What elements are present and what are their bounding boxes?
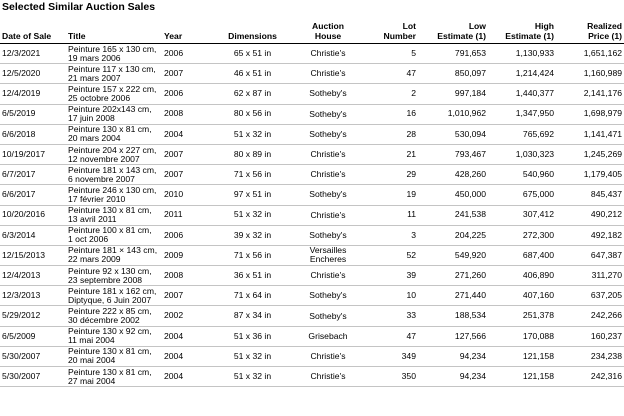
cell-low-estimate: 428,260 [418, 165, 488, 185]
cell-year: 2011 [162, 205, 210, 225]
cell-title [66, 205, 162, 225]
header-auction-house [295, 11, 361, 44]
cell-realized-price: 1,141,471 [556, 124, 624, 144]
title-line-1: Peinture 130 x 81 cm, [68, 366, 152, 377]
cell-dimensions: 51 x 32 in [210, 367, 295, 387]
cell-auction-house [295, 84, 361, 104]
cell-low-estimate: 204,225 [418, 225, 488, 245]
auction-house-line-1: Sotheby's [309, 229, 347, 240]
cell-year: 2002 [162, 306, 210, 326]
cell-dimensions: 97 x 51 in [210, 185, 295, 205]
cell-date: 5/29/2012 [0, 306, 66, 326]
cell-high-estimate: 1,214,424 [488, 64, 556, 84]
cell-high-estimate: 407,160 [488, 286, 556, 306]
table-row [0, 367, 624, 387]
cell-auction-house [295, 326, 361, 346]
title-line-1: Peinture 92 x 130 cm, [68, 265, 152, 276]
auction-house-line-1: Christie's [310, 149, 346, 160]
cell-dimensions: 51 x 32 in [210, 205, 295, 225]
cell-high-estimate: 687,400 [488, 245, 556, 265]
cell-high-estimate: 765,692 [488, 124, 556, 144]
cell-realized-price: 242,266 [556, 306, 624, 326]
cell-realized-price: 160,237 [556, 326, 624, 346]
header-lot-number [361, 11, 418, 44]
cell-realized-price: 1,651,162 [556, 44, 624, 64]
cell-auction-house [295, 185, 361, 205]
header-lot-line1: Lot [402, 21, 416, 32]
cell-low-estimate: 850,097 [418, 64, 488, 84]
auction-house-line-1: Sotheby's [309, 189, 347, 200]
auction-house-line-1: Christie's [310, 169, 346, 180]
auction-house-line-1: Versailles [309, 245, 347, 256]
cell-lot-number: 47 [361, 64, 418, 84]
cell-realized-price: 242,316 [556, 367, 624, 387]
cell-low-estimate: 549,920 [418, 245, 488, 265]
header-lot-line2: Number [383, 30, 416, 41]
title-line-2: 11 mai 2004 [68, 335, 115, 346]
cell-low-estimate: 1,010,962 [418, 104, 488, 124]
cell-lot-number: 5 [361, 44, 418, 64]
cell-lot-number: 33 [361, 306, 418, 326]
cell-dimensions: 36 x 51 in [210, 266, 295, 286]
cell-date: 12/3/2013 [0, 286, 66, 306]
auction-house-line-2: Encheres [309, 254, 347, 265]
cell-date: 10/20/2016 [0, 205, 66, 225]
cell-year: 2009 [162, 245, 210, 265]
cell-date: 12/15/2013 [0, 245, 66, 265]
cell-year: 2007 [162, 144, 210, 164]
title-line-1: Peinture 157 x 222 cm, [68, 83, 157, 94]
cell-lot-number: 2 [361, 84, 418, 104]
auction-house-line-1: Christie's [310, 270, 346, 281]
cell-auction-house [295, 346, 361, 366]
cell-low-estimate: 94,234 [418, 346, 488, 366]
auction-house-line-1: Christie's [310, 68, 346, 79]
cell-title [66, 165, 162, 185]
cell-date: 6/5/2009 [0, 326, 66, 346]
cell-lot-number: 16 [361, 104, 418, 124]
cell-year: 2006 [162, 84, 210, 104]
cell-auction-house [295, 104, 361, 124]
auction-house-line-1: Christie's [310, 48, 346, 59]
cell-year: 2004 [162, 346, 210, 366]
cell-auction-house [295, 64, 361, 84]
cell-title [66, 225, 162, 245]
cell-high-estimate: 1,347,950 [488, 104, 556, 124]
cell-title [66, 346, 162, 366]
cell-high-estimate: 272,300 [488, 225, 556, 245]
title-line-2: 13 avril 2011 [68, 214, 117, 225]
cell-title [66, 266, 162, 286]
cell-dimensions: 39 x 32 in [210, 225, 295, 245]
table-row [0, 306, 624, 326]
cell-realized-price: 1,698,979 [556, 104, 624, 124]
auction-sales-table [0, 11, 624, 387]
title-line-2: 20 mai 2004 [68, 355, 116, 366]
cell-dimensions: 71 x 64 in [210, 286, 295, 306]
cell-low-estimate: 793,467 [418, 144, 488, 164]
cell-high-estimate: 675,000 [488, 185, 556, 205]
cell-title [66, 245, 162, 265]
title-line-2: 30 décembre 2002 [68, 315, 140, 326]
cell-auction-house [295, 306, 361, 326]
cell-low-estimate: 997,184 [418, 84, 488, 104]
cell-lot-number: 19 [361, 185, 418, 205]
cell-date: 5/30/2007 [0, 367, 66, 387]
cell-lot-number: 10 [361, 286, 418, 306]
title-line-2: 27 mai 2004 [68, 375, 116, 386]
title-line-2: Diptyque, 6 Juin 2007 [68, 294, 152, 305]
header-low-line1: Low [468, 21, 486, 32]
cell-high-estimate: 1,440,377 [488, 84, 556, 104]
table-row [0, 165, 624, 185]
cell-high-estimate: 1,130,933 [488, 44, 556, 64]
table-row [0, 144, 624, 164]
title-line-2: 17 juin 2008 [68, 113, 115, 124]
table-row [0, 84, 624, 104]
header-high-line2: Estimate (1) [505, 30, 554, 41]
cell-dimensions: 51 x 36 in [210, 326, 295, 346]
cell-date: 12/5/2020 [0, 64, 66, 84]
title-line-2: 17 février 2010 [68, 193, 126, 204]
cell-date: 6/6/2018 [0, 124, 66, 144]
cell-high-estimate: 307,412 [488, 205, 556, 225]
cell-low-estimate: 530,094 [418, 124, 488, 144]
cell-realized-price: 311,270 [556, 266, 624, 286]
cell-title [66, 44, 162, 64]
title-line-1: Peinture 130 x 92 cm, [68, 326, 152, 337]
cell-low-estimate: 94,234 [418, 367, 488, 387]
cell-realized-price: 1,245,269 [556, 144, 624, 164]
header-year: Year [162, 11, 210, 44]
cell-title [66, 104, 162, 124]
cell-date: 12/4/2019 [0, 84, 66, 104]
cell-title [66, 84, 162, 104]
title-line-1: Peinture 246 x 130 cm, [68, 184, 157, 195]
cell-low-estimate: 450,000 [418, 185, 488, 205]
table-row [0, 286, 624, 306]
title-line-1: Peinture 181 × 143 cm, [68, 245, 158, 256]
table-row [0, 346, 624, 366]
table-row [0, 44, 624, 64]
cell-lot-number: 47 [361, 326, 418, 346]
cell-realized-price: 637,205 [556, 286, 624, 306]
cell-lot-number: 29 [361, 165, 418, 185]
cell-auction-house [295, 205, 361, 225]
cell-lot-number: 11 [361, 205, 418, 225]
cell-dimensions: 62 x 87 in [210, 84, 295, 104]
cell-low-estimate: 271,260 [418, 266, 488, 286]
cell-high-estimate: 121,158 [488, 346, 556, 366]
header-date: Date of Sale [0, 11, 66, 44]
title-line-1: Peinture 100 x 81 cm, [68, 225, 152, 236]
cell-year: 2007 [162, 64, 210, 84]
cell-date: 10/19/2017 [0, 144, 66, 164]
cell-low-estimate: 127,566 [418, 326, 488, 346]
cell-realized-price: 647,387 [556, 245, 624, 265]
table-row [0, 104, 624, 124]
cell-title [66, 367, 162, 387]
title-line-1: Peinture 117 x 130 cm, [68, 63, 156, 74]
header-realized-line1: Realized [587, 21, 622, 32]
cell-dimensions: 87 x 34 in [210, 306, 295, 326]
cell-title [66, 306, 162, 326]
auction-house-line-1: Sotheby's [309, 290, 347, 301]
auction-house-line-1: Sotheby's [309, 128, 347, 139]
table-row [0, 326, 624, 346]
title-line-1: Peinture 130 x 81 cm, [68, 124, 152, 135]
table-row [0, 205, 624, 225]
cell-low-estimate: 241,538 [418, 205, 488, 225]
cell-low-estimate: 791,653 [418, 44, 488, 64]
header-high-estimate [488, 11, 556, 44]
title-line-2: 23 septembre 2008 [68, 274, 143, 285]
cell-realized-price: 234,238 [556, 346, 624, 366]
header-high-line1: High [534, 21, 554, 32]
title-line-1: Peinture 202x143 cm, [68, 104, 152, 115]
cell-high-estimate: 170,088 [488, 326, 556, 346]
cell-high-estimate: 121,158 [488, 367, 556, 387]
cell-low-estimate: 188,534 [418, 306, 488, 326]
cell-date: 5/30/2007 [0, 346, 66, 366]
cell-dimensions: 71 x 56 in [210, 245, 295, 265]
cell-year: 2007 [162, 286, 210, 306]
header-low-estimate [418, 11, 488, 44]
cell-lot-number: 350 [361, 367, 418, 387]
table-row [0, 245, 624, 265]
auction-house-line-1: Sotheby's [309, 108, 347, 119]
table-row [0, 185, 624, 205]
cell-lot-number: 28 [361, 124, 418, 144]
cell-dimensions: 51 x 32 in [210, 346, 295, 366]
title-line-2: 12 novembre 2007 [68, 153, 140, 164]
title-line-1: Peinture 165 x 130 cm, [68, 43, 157, 54]
cell-year: 2008 [162, 104, 210, 124]
cell-auction-house [295, 286, 361, 306]
auction-house-line-1: Christie's [310, 371, 346, 382]
cell-auction-house [295, 266, 361, 286]
header-auction-line2: House [314, 30, 342, 41]
title-line-2: 21 mars 2007 [68, 72, 121, 83]
cell-auction-house [295, 245, 361, 265]
cell-auction-house [295, 144, 361, 164]
cell-auction-house [295, 367, 361, 387]
header-low-line2: Estimate (1) [437, 30, 486, 41]
header-realized-price [556, 11, 624, 44]
title-line-1: Peinture 222 x 85 cm, [68, 306, 152, 317]
cell-auction-house [295, 44, 361, 64]
table-row [0, 64, 624, 84]
cell-year: 2006 [162, 44, 210, 64]
cell-high-estimate: 1,030,323 [488, 144, 556, 164]
table-row [0, 124, 624, 144]
auction-house-line-1: Christie's [310, 350, 346, 361]
title-line-2: 19 mars 2006 [68, 52, 121, 63]
cell-year: 2004 [162, 124, 210, 144]
cell-year: 2010 [162, 185, 210, 205]
auction-house-line-1: Sotheby's [309, 310, 347, 321]
cell-dimensions: 71 x 56 in [210, 165, 295, 185]
cell-lot-number: 52 [361, 245, 418, 265]
cell-lot-number: 3 [361, 225, 418, 245]
cell-lot-number: 21 [361, 144, 418, 164]
cell-realized-price: 490,212 [556, 205, 624, 225]
table-row [0, 225, 624, 245]
cell-title [66, 144, 162, 164]
cell-dimensions: 65 x 51 in [210, 44, 295, 64]
cell-date: 6/3/2014 [0, 225, 66, 245]
header-auction-line1: Auction [312, 21, 344, 32]
title-line-1: Peinture 181 x 143 cm, [68, 164, 157, 175]
cell-lot-number: 349 [361, 346, 418, 366]
cell-realized-price: 2,141,176 [556, 84, 624, 104]
cell-title [66, 124, 162, 144]
cell-auction-house [295, 165, 361, 185]
cell-year: 2006 [162, 225, 210, 245]
cell-realized-price: 492,182 [556, 225, 624, 245]
cell-title [66, 326, 162, 346]
auction-house-line-1: Christie's [310, 209, 346, 220]
cell-low-estimate: 271,440 [418, 286, 488, 306]
title-line-2: 1 oct 2006 [68, 234, 109, 245]
cell-title [66, 286, 162, 306]
cell-auction-house [295, 225, 361, 245]
cell-lot-number: 39 [361, 266, 418, 286]
cell-auction-house [295, 124, 361, 144]
header-dimensions: Dimensions [210, 11, 295, 44]
cell-year: 2007 [162, 165, 210, 185]
cell-dimensions: 80 x 56 in [210, 104, 295, 124]
cell-dimensions: 80 x 89 in [210, 144, 295, 164]
cell-dimensions: 51 x 32 in [210, 124, 295, 144]
cell-high-estimate: 251,378 [488, 306, 556, 326]
header-title: Title [66, 11, 162, 44]
title-line-2: 22 mars 2009 [68, 254, 121, 265]
auction-house-line-1: Grisebach [308, 330, 348, 341]
title-line-2: 6 novembre 2007 [68, 173, 135, 184]
cell-year: 2008 [162, 266, 210, 286]
cell-dimensions: 46 x 51 in [210, 64, 295, 84]
cell-date: 6/6/2017 [0, 185, 66, 205]
auction-house-line-1: Sotheby's [309, 88, 347, 99]
cell-date: 6/5/2019 [0, 104, 66, 124]
cell-date: 12/4/2013 [0, 266, 66, 286]
title-line-2: 25 octobre 2006 [68, 92, 131, 103]
cell-year: 2004 [162, 367, 210, 387]
table-heading: Selected Similar Auction Sales [2, 1, 156, 13]
title-line-1: Peinture 181 x 162 cm, [68, 285, 157, 296]
cell-realized-price: 845,437 [556, 185, 624, 205]
table-row [0, 266, 624, 286]
title-line-1: Peinture 130 x 81 cm, [68, 346, 152, 357]
cell-realized-price: 1,179,405 [556, 165, 624, 185]
header-realized-line2: Price (1) [588, 30, 622, 41]
cell-date: 12/3/2021 [0, 44, 66, 64]
cell-realized-price: 1,160,989 [556, 64, 624, 84]
cell-title [66, 64, 162, 84]
header-row [0, 11, 624, 44]
cell-high-estimate: 406,890 [488, 266, 556, 286]
cell-high-estimate: 540,960 [488, 165, 556, 185]
cell-year: 2004 [162, 326, 210, 346]
cell-title [66, 185, 162, 205]
cell-date: 6/7/2017 [0, 165, 66, 185]
title-line-1: Peinture 130 x 81 cm, [68, 205, 152, 216]
title-line-1: Peinture 204 x 227 cm, [68, 144, 157, 155]
title-line-2: 20 mars 2004 [68, 133, 121, 144]
